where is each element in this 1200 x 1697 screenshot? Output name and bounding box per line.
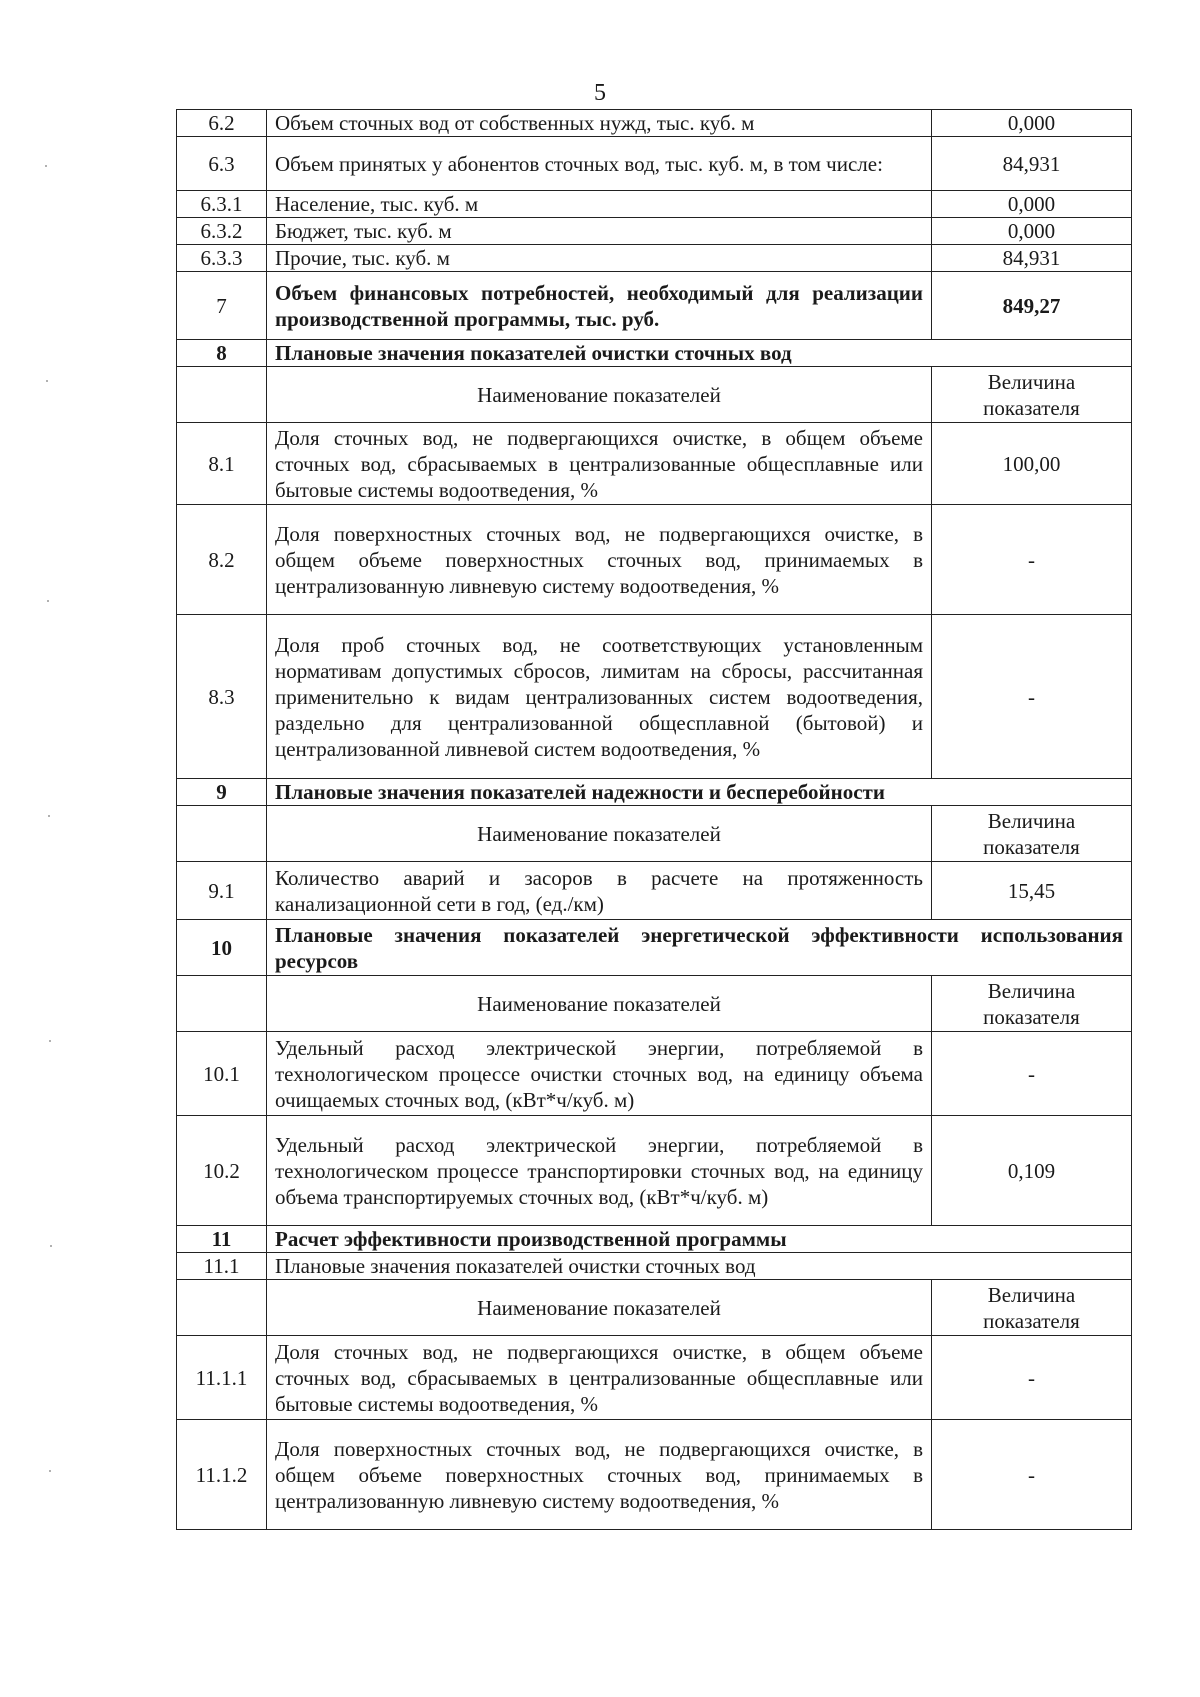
table-row bbox=[177, 862, 1132, 920]
table-row bbox=[177, 1032, 1132, 1116]
row-text: Количество аварий и засоров в расчете на протяженность канализационной сети в год, (ед./км) bbox=[267, 862, 932, 920]
row-value: 84,931 bbox=[932, 137, 1132, 191]
row-number: 9.1 bbox=[177, 862, 267, 920]
header-value: Величина показателя bbox=[932, 1280, 1132, 1336]
row-value: 15,45 bbox=[932, 862, 1132, 920]
table-row bbox=[177, 1420, 1132, 1530]
subsection-number: 11.1 bbox=[177, 1253, 267, 1280]
row-text: Прочие, тыс. куб. м bbox=[267, 245, 932, 272]
row-text: Удельный расход электрической энергии, потребляемой в технологическом процессе транспортировки сточных вод, на единицу объема транспортируемых сточных вод, (кВт*ч/куб. м) bbox=[267, 1116, 932, 1226]
section-number: 9 bbox=[177, 779, 267, 806]
row-value: 849,27 bbox=[932, 272, 1132, 340]
header-name: Наименование показателей bbox=[267, 976, 932, 1032]
header-row bbox=[177, 976, 1132, 1032]
table-row bbox=[177, 505, 1132, 615]
table-row bbox=[177, 272, 1132, 340]
row-number: 8.1 bbox=[177, 423, 267, 505]
header-empty-cell bbox=[177, 367, 267, 423]
row-number: 11.1.1 bbox=[177, 1336, 267, 1420]
row-value: - bbox=[932, 505, 1132, 615]
scan-speck bbox=[47, 600, 49, 602]
row-text: Доля проб сточных вод, не соответствующих установленным нормативам допустимых сбросов, лимитам на сбросы, рассчитанная применительно к видам централизованных систем водоотведения, раздельно для централизованной общесплавной (бытовой) и централизованной ливневой систем водоотведения, % bbox=[267, 615, 932, 779]
row-value: 0,000 bbox=[932, 191, 1132, 218]
row-number: 10.1 bbox=[177, 1032, 267, 1116]
row-text: Население, тыс. куб. м bbox=[267, 191, 932, 218]
table-row bbox=[177, 1336, 1132, 1420]
table-row bbox=[177, 1116, 1132, 1226]
row-text: Доля сточных вод, не подвергающихся очистке, в общем объеме сточных вод, сбрасываемых в централизованные общесплавные или бытовые системы водоотведения, % bbox=[267, 423, 932, 505]
row-value: - bbox=[932, 1032, 1132, 1116]
row-text: Объем финансовых потребностей, необходимый для реализации производственной программы, тыс. руб. bbox=[267, 272, 932, 340]
table-row bbox=[177, 218, 1132, 245]
row-value: - bbox=[932, 1420, 1132, 1530]
scan-speck bbox=[49, 1470, 51, 1472]
row-number: 8.2 bbox=[177, 505, 267, 615]
row-text: Удельный расход электрической энергии, потребляемой в технологическом процессе очистки сточных вод, на единицу объема очищаемых сточных вод, (кВт*ч/куб. м) bbox=[267, 1032, 932, 1116]
section-title: Плановые значения показателей очистки сточных вод bbox=[267, 340, 1132, 367]
row-number: 6.3.1 bbox=[177, 191, 267, 218]
header-row bbox=[177, 1280, 1132, 1336]
row-text: Доля поверхностных сточных вод, не подвергающихся очистке, в общем объеме поверхностных сточных вод, принимаемых в централизованную ливневую систему водоотведения, % bbox=[267, 1420, 932, 1530]
header-empty-cell bbox=[177, 806, 267, 862]
header-value: Величина показателя bbox=[932, 806, 1132, 862]
header-row bbox=[177, 806, 1132, 862]
scan-speck bbox=[45, 165, 47, 167]
header-empty-cell bbox=[177, 1280, 267, 1336]
table-row bbox=[177, 615, 1132, 779]
table-row bbox=[177, 137, 1132, 191]
row-text: Объем сточных вод от собственных нужд, тыс. куб. м bbox=[267, 110, 932, 137]
header-name: Наименование показателей bbox=[267, 806, 932, 862]
subsection-title: Плановые значения показателей очистки сточных вод bbox=[267, 1253, 1132, 1280]
header-value: Величина показателя bbox=[932, 976, 1132, 1032]
table-row bbox=[177, 110, 1132, 137]
row-text: Объем принятых у абонентов сточных вод, тыс. куб. м, в том числе: bbox=[267, 137, 932, 191]
header-value: Величина показателя bbox=[932, 367, 1132, 423]
row-text: Доля сточных вод, не подвергающихся очистке, в общем объеме сточных вод, сбрасываемых в централизованные общесплавные или бытовые системы водоотведения, % bbox=[267, 1336, 932, 1420]
page-number: 5 bbox=[594, 80, 606, 106]
row-value: - bbox=[932, 1336, 1132, 1420]
section-title: Плановые значения показателей энергетической эффективности использования ресурсов bbox=[267, 920, 1132, 976]
section-number: 11 bbox=[177, 1226, 267, 1253]
section-number: 10 bbox=[177, 920, 267, 976]
section-row bbox=[177, 779, 1132, 806]
row-value: 0,109 bbox=[932, 1116, 1132, 1226]
table-row bbox=[177, 423, 1132, 505]
indicators-table bbox=[176, 109, 1132, 1530]
row-number: 11.1.2 bbox=[177, 1420, 267, 1530]
row-number: 8.3 bbox=[177, 615, 267, 779]
row-number: 10.2 bbox=[177, 1116, 267, 1226]
header-empty-cell bbox=[177, 976, 267, 1032]
row-number: 6.3 bbox=[177, 137, 267, 191]
row-text: Доля поверхностных сточных вод, не подвергающихся очистке, в общем объеме поверхностных сточных вод, принимаемых в централизованную ливневую систему водоотведения, % bbox=[267, 505, 932, 615]
row-value: - bbox=[932, 615, 1132, 779]
row-value: 0,000 bbox=[932, 110, 1132, 137]
scan-speck bbox=[49, 1040, 51, 1042]
row-number: 6.3.3 bbox=[177, 245, 267, 272]
row-value: 84,931 bbox=[932, 245, 1132, 272]
row-number: 6.2 bbox=[177, 110, 267, 137]
section-title: Расчет эффективности производственной программы bbox=[267, 1226, 1132, 1253]
section-row bbox=[177, 920, 1132, 976]
scan-speck bbox=[46, 380, 48, 382]
row-value: 100,00 bbox=[932, 423, 1132, 505]
row-number: 7 bbox=[177, 272, 267, 340]
row-text: Бюджет, тыс. куб. м bbox=[267, 218, 932, 245]
section-title: Плановые значения показателей надежности и бесперебойности bbox=[267, 779, 1132, 806]
header-name: Наименование показателей bbox=[267, 1280, 932, 1336]
section-number: 8 bbox=[177, 340, 267, 367]
section-row bbox=[177, 340, 1132, 367]
scan-speck bbox=[50, 1245, 52, 1247]
scan-speck bbox=[48, 815, 50, 817]
row-value: 0,000 bbox=[932, 218, 1132, 245]
table-row bbox=[177, 245, 1132, 272]
header-row bbox=[177, 367, 1132, 423]
header-name: Наименование показателей bbox=[267, 367, 932, 423]
row-number: 6.3.2 bbox=[177, 218, 267, 245]
section-row bbox=[177, 1226, 1132, 1253]
table-row bbox=[177, 191, 1132, 218]
subsection-row bbox=[177, 1253, 1132, 1280]
